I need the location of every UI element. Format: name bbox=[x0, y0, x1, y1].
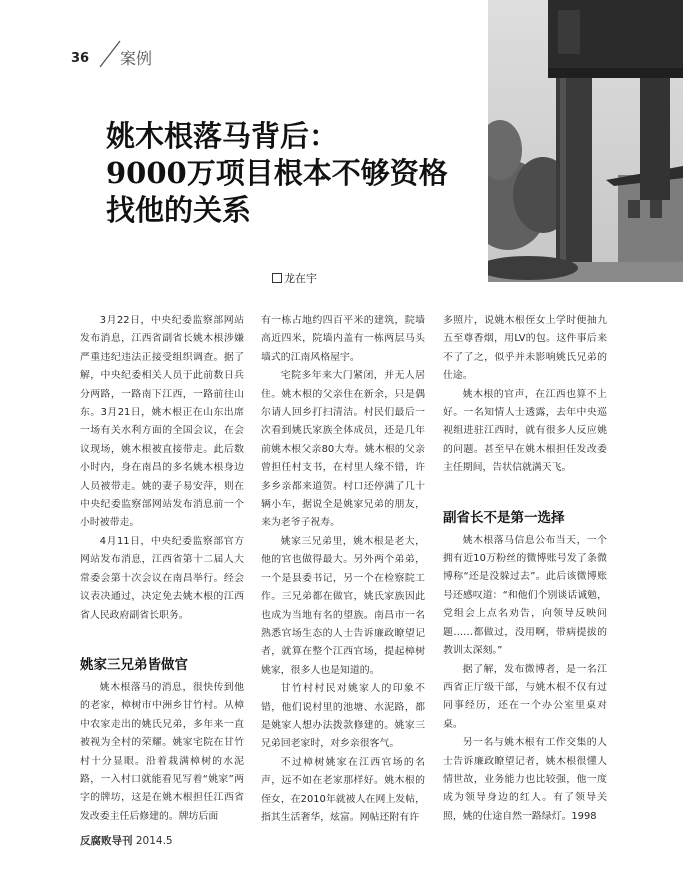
paragraph: 姚木根落马的消息，很快传到他的老家，樟树市中洲乡甘竹村。从樟中农家走出的姚氏兄弟，多年来一直被视为全村的荣耀。姚家宅院在甘竹村十分显眼。沿着栽满樟树的水泥路，一入村口就能看见写着“姚家”两字的牌坊，这是在姚木根担任江西省发改委主任后修建的。牌坊后面 bbox=[80, 681, 244, 822]
journal-name: 反腐败导刊 bbox=[80, 835, 133, 847]
subheading-vice-governor: 副省长不是第一选择 bbox=[443, 509, 565, 526]
text-column-1 bbox=[80, 312, 244, 826]
paragraph: 3月22日，中央纪委监察部网站发布消息，江西省副省长姚木根涉嫌严重违纪违法正接受组织调查。据了解，中央纪委相关人员于此前数日兵分两路，一路南下江西，一路前往山东。3月21日，姚木根正在山东出席一场有关水利方面的全国会议，在会议现场，姚木根被直接带走。此后数小时内，身在南昌的多名姚木根身边人员被带走。姚的妻子易安萍，则在中央纪委监察部网站发布消息前一个小时被带走。 bbox=[80, 315, 244, 529]
page-footer bbox=[80, 833, 173, 848]
headline-line-1: 姚木根落马背后： bbox=[106, 119, 339, 153]
paragraph: 宅院多年来大门紧闭，并无人居住。姚木根的父亲住在新余，只是偶尔请人回乡打扫清洁。村民们最后一次看到姚氏家族全体成员，还是几年前姚木根父亲80大寿。姚木根的父亲曾担任村支书，在村里人缘不错，许多乡亲都来道贺。村口还停满了几十辆小车，据说全是姚家兄弟的朋友，来为老爷子祝寿。 bbox=[261, 370, 425, 529]
article-headline bbox=[106, 118, 486, 229]
page-number: 36 bbox=[71, 51, 90, 66]
headline-line-3: 找他的关系 bbox=[106, 193, 252, 227]
subheading-yao-brothers: 姚家三兄弟皆做官 bbox=[80, 656, 188, 673]
paragraph: 据了解，发布微博者，是一名江西省正厅级干部，与姚木根不仅有过同事经历，还在一个办公室里桌对桌。 bbox=[443, 663, 607, 730]
header-photo-gateway bbox=[488, 0, 683, 282]
paragraph: 4月11日，中央纪委监察部官方网站发布消息，江西省第十二届人大常委会第十次会议在南昌举行。经会议表决通过，决定免去姚木根的江西省人民政府副省长职务。 bbox=[80, 535, 244, 621]
section-label: 案例 bbox=[120, 49, 153, 68]
gateway-photo-illustration bbox=[488, 0, 683, 282]
byline bbox=[272, 270, 317, 286]
author-name: 龙在宇 bbox=[284, 272, 317, 285]
paragraph: 姚家三兄弟里，姚木根是老大，他的官也做得最大。另外两个弟弟，一个是县委书记，另一个在检察院工作。三兄弟都在做官，姚氏家族因此也成为当地有名的望族。南昌市一名熟悉官场生态的人士告诉廉政瞭望记者，就算在整个江西官场，提起樟树姚家，很多人也是知道的。 bbox=[261, 535, 425, 676]
text-column-3 bbox=[443, 312, 607, 826]
paragraph: 姚木根落马信息公布当天，一个拥有近10万粉丝的微博账号发了条微博称“还是没躲过去”。此后该微博账号还感叹道：“和他们个别谈话诚勉，党组会上点名劝告，向领导反映问题……都做过，没用啊，带病提拔的教训太深刻。” bbox=[443, 534, 607, 657]
journal-issue: 2014.5 bbox=[135, 835, 173, 847]
paragraph: 甘竹村村民对姚家人的印象不错，他们说村里的池塘、水泥路，都是姚家人想办法拨款修建的。姚家三兄弟回老家时，对乡亲很客气。 bbox=[261, 683, 425, 750]
headline-line-2: 9000万项目根本不够资格 bbox=[106, 156, 448, 190]
paragraph: 另一名与姚木根有工作交集的人士告诉廉政瞭望记者，姚木根很懂人情世故，业务能力也比较强，他一度成为领导身边的红人。有了领导关照，姚的仕途自然一路绿灯。1998 bbox=[443, 737, 607, 822]
text-column-2 bbox=[261, 312, 425, 827]
paragraph: 姚木根的官声，在江西也算不上好。一名知情人士透露，去年中央巡视组进驻江西时，就有很多人反应姚的问题。甚至早在姚木根担任发改委主任期间，告状信就满天飞。 bbox=[443, 388, 607, 474]
paragraph: 有一栋占地约四百平米的建筑，院墙高近四米，院墙内盖有一栋两层马头墙式的江南风格屋宇。 bbox=[261, 315, 425, 363]
paragraph: 多照片，说姚木根侄女上学时便抽九五至尊香烟，用LV的包。这件事后来不了了之，似乎并未影响姚氏兄弟的仕途。 bbox=[443, 315, 607, 382]
byline-box-icon bbox=[272, 273, 282, 283]
paragraph: 不过樟树姚家在江西官场的名声，远不如在老家那样好。姚木根的侄女，在2010年就被人在网上发帖，指其生活奢华，炫富。网帖还附有许 bbox=[261, 756, 425, 823]
